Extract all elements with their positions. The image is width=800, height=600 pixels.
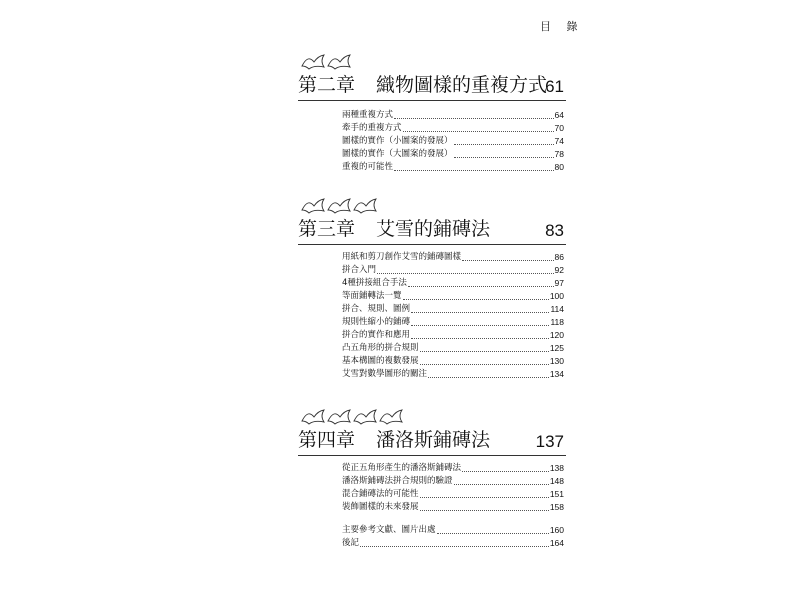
toc-entry[interactable] <box>342 263 564 276</box>
toc-entry[interactable] <box>342 536 564 549</box>
leader-dots <box>360 546 549 547</box>
chapter-page: 83 <box>545 221 564 240</box>
entry-page: 130 <box>549 356 564 366</box>
entry-title: 混合鋪磚法的可能性 <box>342 489 419 499</box>
entry-title: 4種拼接組合手法 <box>342 278 407 288</box>
chapter-heading <box>298 427 566 456</box>
entry-page: 151 <box>549 489 564 499</box>
leader-dots <box>411 325 549 326</box>
chapter-title: 艾雪的鋪磚法 <box>376 218 491 240</box>
entry-title: 凸五角形的拼合規則 <box>342 343 419 353</box>
leader-dots <box>437 533 549 534</box>
entry-title: 主要參考文獻、圖片出處 <box>342 525 436 535</box>
entry-title: 圖樣的實作（大圖案的發展） <box>342 149 453 159</box>
leader-dots <box>428 377 549 378</box>
leader-dots <box>394 118 554 119</box>
entry-page: 158 <box>549 502 564 512</box>
entry-page: 148 <box>549 476 564 486</box>
entry-title: 規則性縮小的鋪磚 <box>342 317 411 327</box>
entry-page: 114 <box>550 304 564 314</box>
toc-entry[interactable] <box>342 341 564 354</box>
entry-page: 80 <box>554 162 564 172</box>
entry-page: 70 <box>554 123 564 133</box>
toc-entry[interactable] <box>342 276 564 289</box>
entry-page: 164 <box>549 538 564 548</box>
leader-dots <box>403 299 549 300</box>
toc-entry[interactable] <box>342 147 564 160</box>
entry-title: 拼合、規則、圖例 <box>342 304 411 314</box>
entry-page: 134 <box>549 369 564 379</box>
entry-title: 基本構圖的複數發展 <box>342 356 419 366</box>
entry-title: 等面鋪轉法一覽 <box>342 291 402 301</box>
toc-entry[interactable] <box>342 523 564 536</box>
leader-dots <box>454 157 554 158</box>
entry-page: 97 <box>554 278 564 288</box>
chapter-heading <box>298 216 566 245</box>
toc-entry[interactable] <box>342 121 564 134</box>
leader-dots <box>454 484 549 485</box>
toc-entry[interactable] <box>342 474 564 487</box>
chapter-number: 第三章 <box>298 218 356 240</box>
toc-entry[interactable] <box>342 367 564 380</box>
chapter-page: 137 <box>535 432 564 451</box>
chapter-page: 61 <box>545 77 564 96</box>
entry-title: 牽手的重複方式 <box>342 123 402 133</box>
leader-dots <box>420 364 549 365</box>
toc-entry[interactable] <box>342 500 564 513</box>
leader-dots <box>377 273 554 274</box>
bird-ornament-icon <box>300 405 412 427</box>
leader-dots <box>408 286 554 287</box>
leader-dots <box>462 260 554 261</box>
leader-dots <box>411 338 549 339</box>
toc-entry[interactable] <box>342 160 564 173</box>
leader-dots <box>454 144 554 145</box>
entry-page: 100 <box>549 291 564 301</box>
chapter-number: 第四章 <box>298 429 356 451</box>
entry-page: 86 <box>554 252 564 262</box>
bird-ornament-icon <box>300 194 384 216</box>
entry-title: 潘洛斯鋪磚法拼合規則的驗證 <box>342 476 453 486</box>
entry-title: 重複的可能性 <box>342 162 394 172</box>
entry-title: 裝飾圖樣的未來發展 <box>342 502 419 512</box>
toc-entry[interactable] <box>342 487 564 500</box>
entry-page: 92 <box>554 265 564 275</box>
entry-page: 74 <box>554 136 564 146</box>
entry-page: 160 <box>549 525 564 535</box>
leader-dots <box>420 351 549 352</box>
leader-dots <box>403 131 554 132</box>
entry-page: 64 <box>554 110 564 120</box>
leader-dots <box>462 471 549 472</box>
leader-dots <box>394 170 554 171</box>
entry-title: 拼合入門 <box>342 265 377 275</box>
entry-title: 拼合的實作和應用 <box>342 330 411 340</box>
entry-page: 78 <box>554 149 564 159</box>
entry-page: 125 <box>549 343 564 353</box>
entry-title: 圖樣的實作（小圖案的發展） <box>342 136 453 146</box>
chapter-title: 織物圖樣的重複方式 <box>376 74 548 96</box>
toc-entry[interactable] <box>342 250 564 263</box>
entry-title: 用紙和剪刀創作艾雪的鋪磚圖樣 <box>342 252 462 262</box>
running-head: 目 錄 <box>540 20 584 33</box>
entry-title: 從正五角形產生的潘洛斯鋪磚法 <box>342 463 462 473</box>
toc-entry[interactable] <box>342 315 564 328</box>
entry-title: 後記 <box>342 538 360 548</box>
toc-entry[interactable] <box>342 289 564 302</box>
chapter-number: 第二章 <box>298 74 356 96</box>
entry-page: 138 <box>549 463 564 473</box>
entry-title: 兩種重複方式 <box>342 110 394 120</box>
toc-entry[interactable] <box>342 328 564 341</box>
entry-page: 120 <box>549 330 564 340</box>
leader-dots <box>420 510 549 511</box>
entry-title: 艾雪對數學圖形的關注 <box>342 369 428 379</box>
toc-entry[interactable] <box>342 108 564 121</box>
chapter-title: 潘洛斯鋪磚法 <box>376 429 491 451</box>
leader-dots <box>411 312 549 313</box>
leader-dots <box>420 497 549 498</box>
chapter-heading <box>298 72 566 101</box>
toc-entry[interactable] <box>342 354 564 367</box>
toc-entry[interactable] <box>342 302 564 315</box>
toc-entry[interactable] <box>342 134 564 147</box>
toc-entry[interactable] <box>342 461 564 474</box>
entry-page: 118 <box>550 317 564 327</box>
bird-ornament-icon <box>300 50 356 72</box>
